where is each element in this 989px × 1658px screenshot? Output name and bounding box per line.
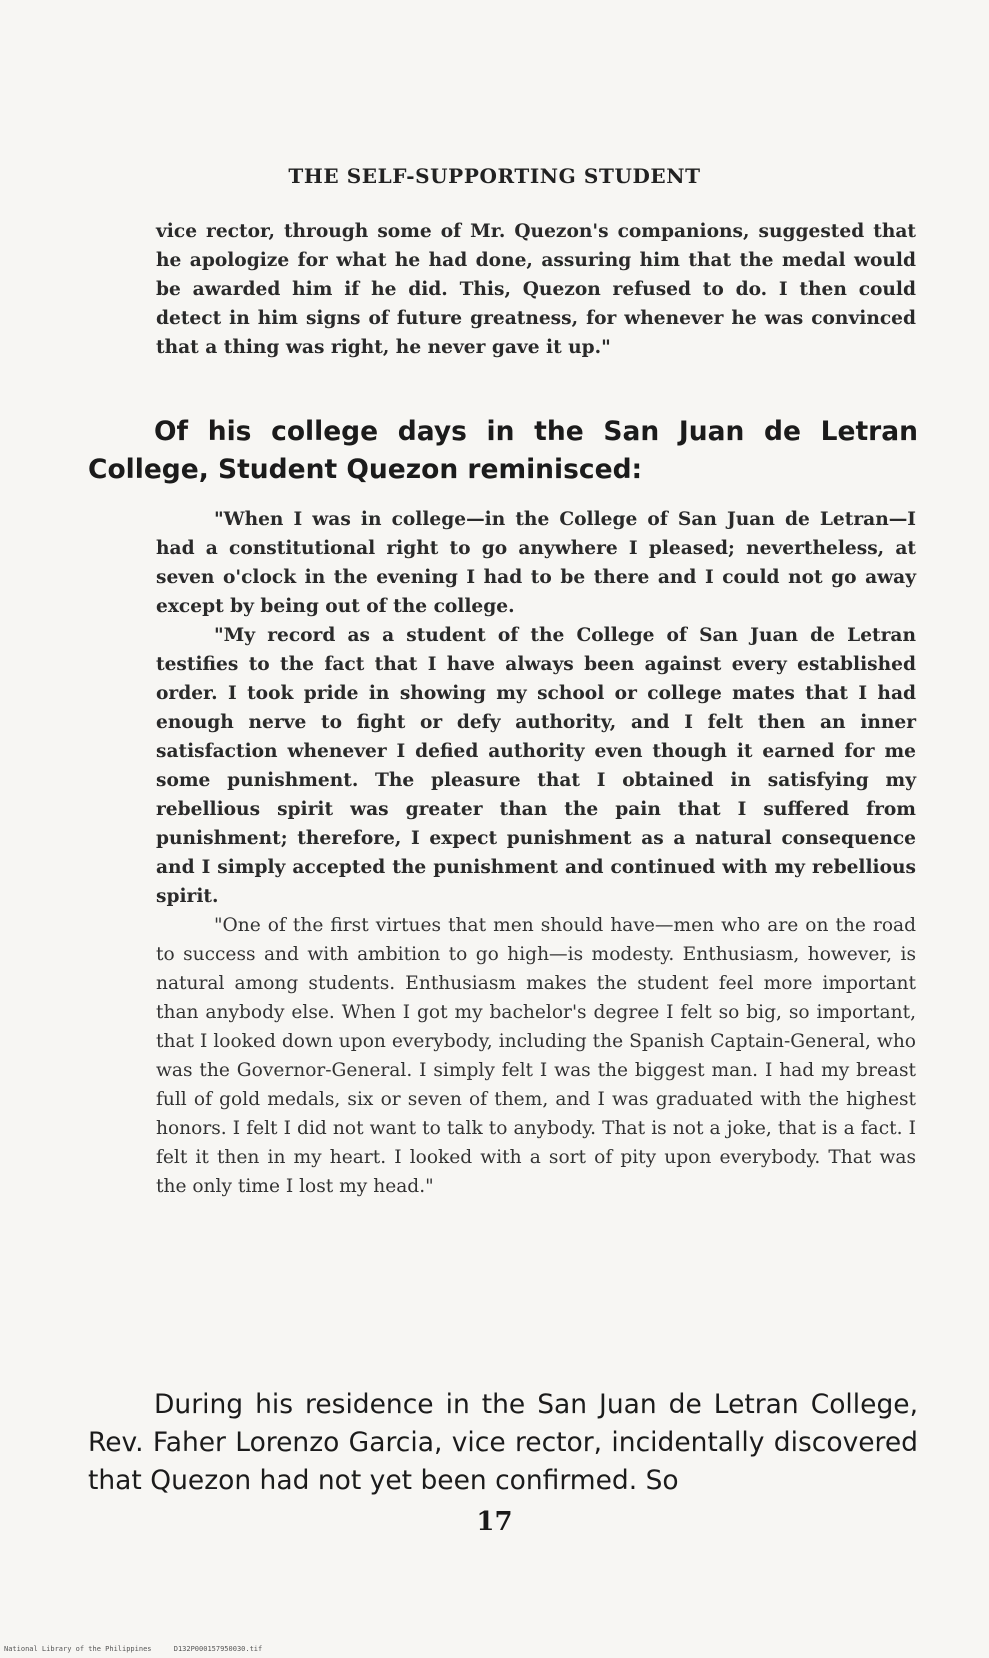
quote-paragraph-curfew: "When I was in college—in the College of San Juan de Letran—I had a constitutional right to go anywhere I pleased; nevertheless, at seven o'clock in the evening I had to be there and I could not go away except by being out of the college. [156, 509, 916, 617]
page-number: 17 [476, 1507, 513, 1537]
quote-paragraph-modesty: "One of the first virtues that men should have—men who are on the road to success and with ambition to go high—is modesty. Enthusiasm, however, is natural among students. Enthusiasm makes the student feel more important than anybody else. When I got my bachelor's degree I felt so big, so important, that I looked down upon everybody, including the Spanish Captain-General, who was the Governor-General. I simply felt I was the biggest man. I had my breast full of gold medals, six or seven of them, and I was graduated with the highest honors. I felt I did not want to talk to anybody. That is not a joke, that is a fact. I felt it then in my heart. I looked with a sort of pity upon everybody. That was the only time I lost my head." [156, 915, 916, 1197]
running-head: THE SELF-SUPPORTING STUDENT [288, 164, 701, 188]
footer-file-id: D132P000157950030.tif [173, 1645, 263, 1653]
quote-continuation-block [156, 217, 916, 362]
paragraph-college-days: Of his college days in the San Juan de Letran College, Student Quezon reminisced: [88, 416, 918, 485]
quote-continuation: vice rector, through some of Mr. Quezon's companions, suggested that he apologize for what he had done, assuring him that the medal would be awarded him if he did. This, Quezon refused to do. I then could detect in him signs of future greatness, for whenever he was convinced that a thing was right, he never gave it up." [156, 221, 916, 358]
quote-block-reminiscence [156, 505, 916, 1201]
quote-paragraph-rebellion: "My record as a student of the College of San Juan de Letran testifies to the fact that I have always been against every established order. I took pride in showing my school or college mates that I had enough nerve to fight or defy authority, and I felt then an inner satisfaction whenever I defied authority even though it earned for me some punishment. The pleasure that I obtained in satisfying my rebellious spirit was greater than the pain that I suffered from punishment; therefore, I expect punishment as a natural consequence and I simply accepted the punishment and continued with my rebellious spirit. [156, 625, 916, 907]
paragraph-residence: During his residence in the San Juan de Letran College, Rev. Faher Lorenzo Garcia, vice rector, incidentally discovered that Quezon had not yet been confirmed. So [88, 1389, 918, 1496]
footer-library: National Library of the Philippines [4, 1645, 152, 1653]
scan-footer [4, 1645, 280, 1653]
